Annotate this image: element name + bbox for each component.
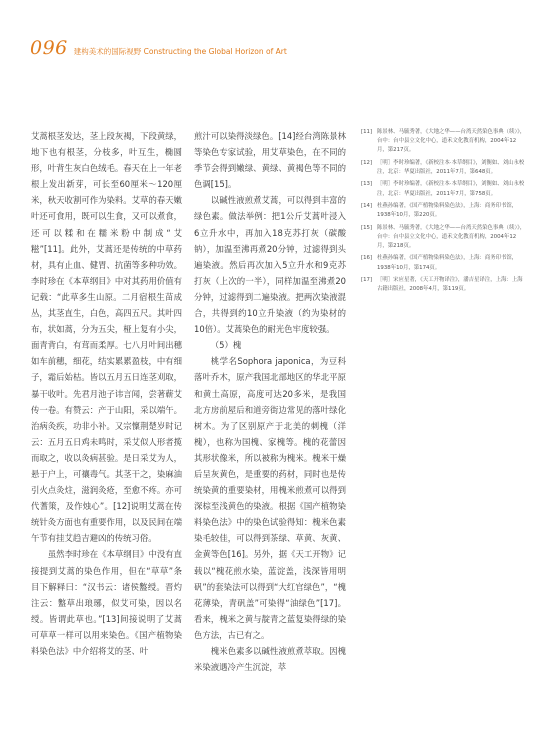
footnote-text: 杜燕孙编著，《国产植物染料染色法》，上海：商务印书馆，1938年10月，第220页。 (377, 202, 518, 219)
footnote-number: [12] (361, 159, 373, 166)
footnote-number: [16] (361, 255, 373, 262)
page-header (30, 37, 287, 59)
footnote-text: ［明］李时珍编著，《新校注本·本草纲目》，刘衡如、刘山永校注，北京：华夏出版社，2011年7月，第648页。 (377, 159, 525, 175)
footnote-text: ［明］李时珍编著，《新校注本·本草纲目》，刘衡如、刘山永校注，北京：华夏出版社，2011年7月，第758页。 (377, 181, 525, 197)
footnote-text: 杜燕孙编著，《国产植物染料染色法》，上海：商务印书馆，1938年10月，第174页。 (377, 255, 518, 271)
footnote (361, 276, 526, 294)
footnote-number: [13] (361, 181, 373, 188)
footnote (361, 180, 526, 198)
footnote (361, 202, 526, 220)
body-paragraph: 艾蒿根茎发达，茎上段灰褐，下段黄绿，地下也有根茎，分枝多，叶互生，椭圆形，叶背生灰白色绒毛。春天在上一年老根上发出新芽，可长至60厘米～120厘米，秋天收割可作为染料。艾草的春天嫩叶还可食用，既可以生食，又可以煮食，还可以糅和在糯米粉中制成“艾糍”[11]。此外，艾蒿还是传统的中草药材，具有止血、健胃、抗菌等多种功效。李时珍在《本草纲目》中对其药用价值有记载：“此草多生山原。二月宿根生苗成丛，其茎直生，白色，高四五尺。其叶四布，状如蒿，分为五尖，桠上复有小尖，面青背白，有茸而柔厚。七八月叶间出穗如车前穗，细花，结实累累盈枝，中有细子，霜后始枯。皆以五月五日连茎刈取，暴干收叶。先君月池子讳言闻，尝著蕲艾传一卷。有赞云：产于山阳，采以端午。治病灸疾，功非小补。又宗懍荆楚岁时记云：五月五日鸡未鸣时，采艾似人形者揽而取之，收以灸病甚验。是日采艾为人，悬于户上，可禳毒气。其茎干之，染麻油引火点灸炷，滋润灸疮，至愈不疼。亦可代蓍策，及作烛心”。[12]说明艾蒿在传统针灸方面也有重要作用，以及民间在端午节有挂艾趋吉避凶的传统习俗。 (31, 131, 182, 544)
footnote-number: [11] (361, 129, 373, 135)
footnote-text: 陈景林、马毓秀著，《大地之华——台湾天然染色事典（续）》，台中：台中县立文化中心，道禾文化教育机构，2004年12月，第217页。 (377, 129, 526, 154)
section-heading: （5）槐 (210, 340, 242, 351)
footnote (361, 159, 526, 177)
footnote (361, 128, 526, 156)
footnote-number: [15] (361, 224, 373, 231)
body-paragraph: 虽然李时珍在《本草纲目》中没有直接提到艾蒿的染色作用，但在“草草”条目下解释曰：“汉书云：诸侯盭绶。晋灼注云：盭草出琅琊，似艾可染，因以名绶。皆谓此草也。”[13]间接说明了艾蒿可草草一样可以用来染色。《国产植物染料染色法》中介绍将艾的茎、叶 (31, 549, 182, 656)
footnote-text: ［明］宋应星著，《天工开物译注》，潘吉星译注，上海：上海古籍出版社，2008年4月，第119页。 (377, 276, 523, 293)
footnote-number: [17] (361, 276, 373, 283)
footnotes-column (361, 128, 526, 298)
body-paragraph: 桃学名Sophora japonica，为豆科落叶乔木，原产我国北部地区的华北平原和黄土高原，高度可达20多米，是我国北方房前屋后和道旁街边常见的落叶绿化树木。为了区别原产于北美的刺槐（洋槐），也称为国槐、家槐等。槐的花蕾因其形状像米，所以被称为槐米。槐米干燥后呈灰黄色，是重要的药材，同时也是传统染黄的重要染材，用槐米煎煮可以得到深棕至浅黄色的染液。根据《国产植物染料染色法》中的染色试验得知：槐米色素染毛较佳，可以得到茶绿、草黄、灰黄、金黄等色[16]。另外，据《天工开物》记载以“槐花煎水染，蓝淀盖，浅深皆用明矾”的套染法可以得到“大红官绿色”，“槐花薄染，青矾盖”可染得“油绿色”[17]。看来，槐米之黄与靛青之蓝复染得绿的染色方法，古已有之。 (194, 356, 346, 640)
page-number: 096 (30, 37, 68, 59)
body-paragraph: 以碱性液煎煮艾蒿，可以得到丰富的绿色素。做法举例：把1公斤艾蒿叶浸入6立升水中，再加入18克苏打灰（碳酸钠），加温至沸再煮20分钟，过滤得到头遍染液。然后再次加入5立升水和9克苏打灰（上次的一半），同样加温至沸煮20分钟，过滤得到二遍染液。把两次染液混合，共得到约10立升染液（约为染材的10倍）。艾蒿染色的耐光色牢度较强。 (194, 195, 346, 335)
footnote-number: [14] (361, 202, 373, 209)
running-head: 建构美术的国际视野 Constructing the Global Horizon of Art (73, 47, 287, 56)
body-paragraph: 煎汁可以染得淡绿色。[14]经台湾陈景林等染色专家试验，用艾草染色，在不同的季节会得到嫩绿、黄绿、黄褐色等不同的色调[15]。 (194, 131, 346, 190)
footnote-text: 陈景林、马毓秀著，《大地之华——台湾天然染色事典（续）》，台中：台中县立文化中心，道禾文化教育机构，2004年12月，第218页。 (377, 224, 526, 249)
footnote (361, 224, 526, 252)
footnote (361, 254, 526, 272)
body-column-middle (194, 128, 346, 675)
body-column-left (31, 128, 182, 659)
body-paragraph: 槐米色素多以碱性液煎煮萃取。因槐米染液遇冷产生沉淀，萃 (194, 646, 346, 673)
